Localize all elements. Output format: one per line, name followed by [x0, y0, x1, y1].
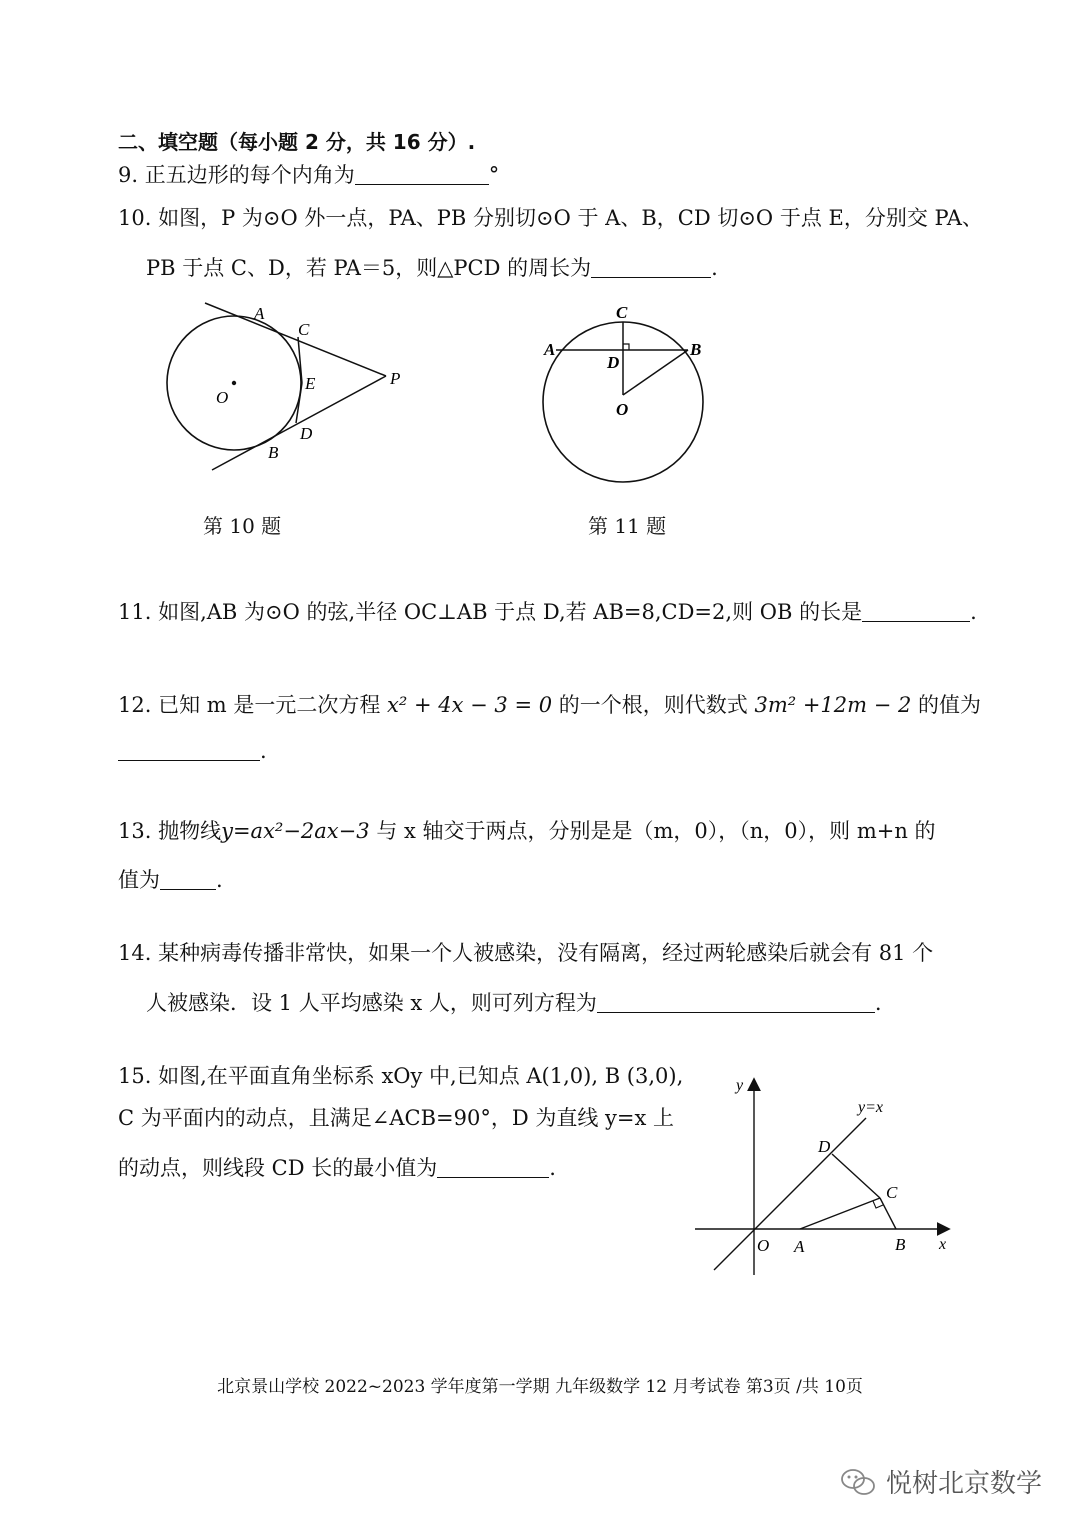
q9-number: 9. [118, 163, 139, 187]
q15-answer-blank[interactable] [437, 1155, 549, 1178]
question-13 [118, 816, 936, 846]
figure-11 [530, 295, 730, 485]
q11-text: 如图,AB 为⊙O 的弦,半径 OC⊥AB 于点 D,若 AB=8,CD=2,则 OB 的长是 [158, 600, 863, 624]
fig10-segment-ed [296, 383, 302, 423]
fig11-label-b: B [690, 340, 702, 359]
q12-text-a: 已知 m 是一元二次方程 [158, 693, 381, 717]
q13-end: . [216, 868, 223, 892]
wechat-icon [840, 1467, 876, 1497]
q10-number: 10. [118, 206, 152, 230]
question-12-cont [118, 736, 267, 766]
fig15-label-c: C [886, 1183, 898, 1202]
figure-10-caption: 第 10 题 [203, 514, 282, 538]
q11-answer-blank[interactable] [862, 599, 970, 622]
q12-equation: x² + 4x − 3 = 0 [387, 693, 553, 717]
figure-11-caption: 第 11 题 [588, 514, 667, 538]
q12-answer-blank[interactable] [118, 738, 260, 761]
q10-answer-blank[interactable] [591, 255, 711, 278]
q13-line2: 值为 [118, 868, 160, 892]
fig11-label-a: A [544, 340, 556, 359]
q11-number: 11. [118, 600, 152, 624]
fig15-label-a: A [794, 1237, 805, 1256]
question-15-cont [118, 1153, 556, 1183]
q12-number: 12. [118, 693, 152, 717]
q10-line1: 如图，P 为⊙O 外一点，PA、PB 分别切⊙O 于 A、B，CD 切⊙O 于点 E，分别交 PA、 [158, 206, 983, 230]
fig15-label-x: x [939, 1236, 947, 1253]
fig10-label-o: O [216, 388, 229, 407]
fig15-label-y: y [736, 1077, 744, 1094]
question-10 [118, 203, 983, 233]
q10-line2: PB 于点 C、D，若 PA＝5，则△PCD 的周长为 [146, 256, 592, 280]
fig10-tangent-pa [205, 303, 386, 376]
figure-10 [150, 295, 430, 475]
q15-number: 15. [118, 1064, 152, 1088]
fig11-segment-ob [623, 350, 688, 395]
question-12 [118, 690, 981, 720]
fig11-right-angle [623, 344, 629, 350]
q9-answer-blank[interactable] [355, 162, 489, 185]
q14-end: . [874, 991, 882, 1015]
q15-end: . [549, 1156, 556, 1180]
fig15-segment-ac [800, 1198, 880, 1229]
fig10-label-p: P [390, 369, 401, 388]
question-14 [118, 938, 933, 968]
q11-end: . [970, 600, 977, 624]
question-14-cont [146, 988, 882, 1018]
fig10-label-c: C [298, 320, 310, 339]
fig15-label-d: D [818, 1137, 831, 1156]
q14-line1: 某种病毒传播非常快，如果一个人被感染，没有隔离，经过两轮感染后就会有 81 个 [158, 941, 934, 965]
fig10-label-e: E [305, 374, 316, 393]
fig15-label-o: O [757, 1236, 770, 1255]
q13-answer-blank[interactable] [160, 867, 216, 890]
question-15 [118, 1061, 683, 1091]
watermark-text: 悦树北京数学 [885, 1469, 1042, 1499]
question-11 [118, 597, 977, 627]
question-15-line2: C 为平面内的动点，且满足∠ACB=90°，D 为直线 y=x 上 [118, 1106, 674, 1130]
q12-text-c: 的值为 [918, 693, 982, 717]
fig10-tangent-pb [212, 376, 386, 470]
q13-text-a: 抛物线 [158, 819, 222, 843]
fig10-label-d: D [300, 424, 313, 443]
page-footer: 北京景山学校 2022~2023 学年度第一学期 九年级数学 12 月考试卷 第3页 /共 10页 [217, 1377, 863, 1397]
q15-line3: 的动点，则线段 CD 长的最小值为 [118, 1156, 438, 1180]
q15-line1: 如图,在平面直角坐标系 xOy 中,已知点 A(1,0), B (3,0), [158, 1064, 684, 1088]
q10-end: . [711, 256, 718, 280]
q14-number: 14. [118, 941, 152, 965]
fig11-label-d: D [607, 353, 620, 372]
q12-text-b: 的一个根，则代数式 [558, 693, 748, 717]
question-10-cont [146, 253, 718, 283]
q13-text-b: 与 x 轴交于两点，分别是是（m，0），（n，0），则 m+n 的 [376, 819, 936, 843]
q12-expression: 3m² +12m − 2 [754, 693, 912, 717]
fig15-segment-cb [880, 1198, 896, 1229]
fig15-label-b: B [895, 1235, 906, 1254]
fig15-label-line: y=x [858, 1099, 883, 1116]
fig11-label-o: O [616, 400, 629, 419]
q12-end: . [260, 739, 267, 763]
fig10-center-dot [232, 381, 236, 385]
section-title: 二、填空题（每小题 2 分，共 16 分）. [118, 130, 476, 154]
fig10-label-a: A [254, 304, 265, 323]
q13-equation: y=ax²−2ax−3 [221, 819, 370, 843]
fig11-label-c: C [616, 303, 628, 322]
figure-15 [690, 1070, 960, 1285]
watermark [840, 1463, 1042, 1500]
q13-number: 13. [118, 819, 152, 843]
fig15-line-y-eq-x [714, 1118, 866, 1270]
q14-line2: 人被感染．设 1 人平均感染 x 人，则可列方程为 [146, 991, 597, 1015]
q9-unit: ° [488, 163, 500, 187]
q14-answer-blank[interactable] [597, 990, 875, 1013]
fig15-segment-dc [832, 1154, 880, 1198]
question-9 [118, 160, 499, 190]
fig10-label-b: B [268, 443, 279, 462]
question-13-cont [118, 865, 223, 895]
q9-text: 正五边形的每个内角为 [144, 163, 355, 187]
